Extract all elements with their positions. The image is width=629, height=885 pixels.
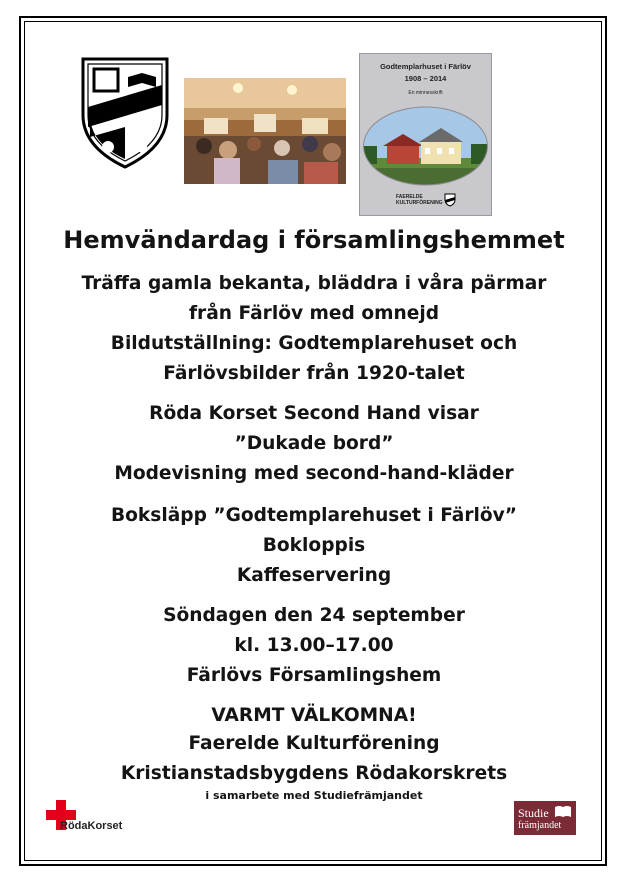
text-line-5: Röda Korset Second Hand visar (149, 403, 479, 424)
red-cross-logo-text: RödaKorset (60, 820, 123, 832)
cooperation-note: i samarbete med Studiefrämjandet (205, 789, 423, 802)
book-house-photo (363, 106, 488, 186)
text-line-3: Bildutställning: Godtemplarehuset och (110, 333, 518, 354)
open-book-icon (554, 804, 572, 818)
organizer-line-1: Faerelde Kulturförening (188, 733, 440, 754)
page-title: Hemvändardag i församlingshemmet (63, 226, 565, 254)
text-line-4: Färlövsbilder från 1920-talet (163, 363, 465, 384)
book-title: Godtemplarhuset i Färlöv (380, 62, 471, 71)
studie-text: Studie (518, 806, 549, 820)
book-cover (359, 53, 492, 216)
studiefrajandet-logo (514, 801, 576, 835)
book-years: 1908 – 2014 (404, 74, 447, 83)
coat-of-arms-logo (80, 55, 170, 170)
assembly-hall-photo (184, 78, 346, 184)
text-line-10: Kaffeservering (236, 565, 392, 586)
book-publisher: FAERELDE KULTURFÖRENING (396, 194, 443, 206)
text-line-7: Modevisning med second-hand-kläder (114, 463, 514, 484)
welcome-line: VARMT VÄLKOMNA! (211, 705, 417, 726)
text-line-9: Bokloppis (262, 535, 366, 556)
venue-line: Färlövs Församlingshem (186, 665, 442, 686)
text-line-2: från Färlöv med omnejd (188, 303, 440, 324)
framjandet-text: främjandet (518, 820, 562, 831)
text-line-6: ”Dukade bord” (234, 433, 394, 454)
text-line-1: Träffa gamla bekanta, bläddra i våra pärmar (81, 273, 547, 294)
book-publisher-crest-icon (444, 193, 456, 207)
text-line-8: Boksläpp ”Godtemplarehuset i Färlöv” (110, 505, 518, 526)
book-subtitle: En minnesskrift (408, 90, 443, 96)
organizer-line-2: Kristianstadsbygdens Rödakorskrets (120, 763, 508, 784)
time-line: kl. 13.00–17.00 (234, 635, 394, 656)
date-line: Söndagen den 24 september (163, 605, 465, 626)
